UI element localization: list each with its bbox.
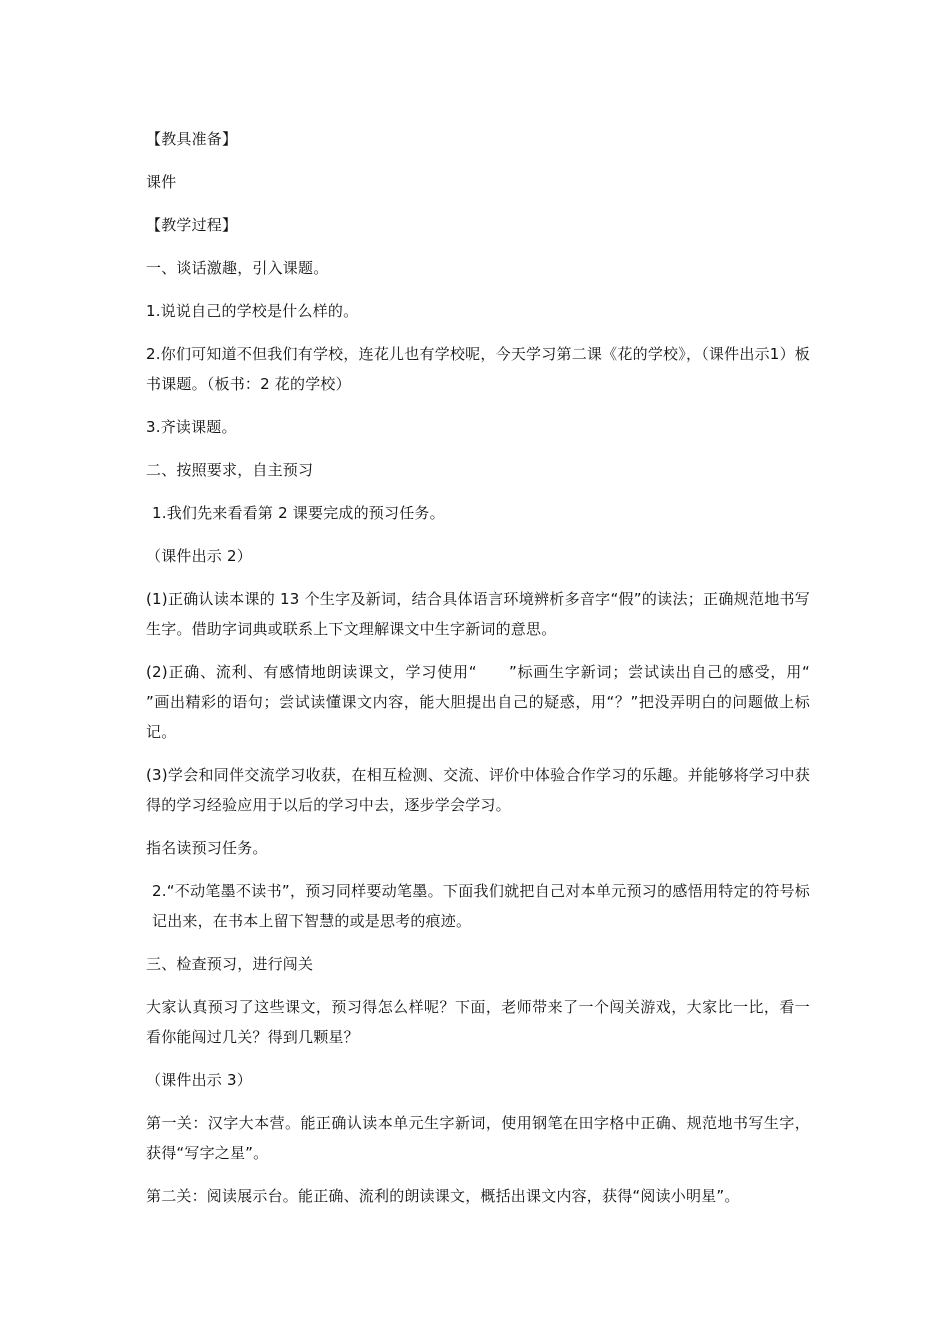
level-2-description: 第二关：阅读展示台。能正确、流利的朗读课文，概括出课文内容，获得“阅读小明星”。: [146, 1187, 740, 1205]
section-heading-process: 【教学过程】: [146, 216, 238, 234]
paragraph: 1.我们先来看看第 2 课要完成的预习任务。: [152, 504, 445, 522]
paragraph: 指名读预习任务。: [146, 839, 268, 857]
document-body: [146, 124, 841, 1224]
task-item-1: (1)正确认读本课的 13 个生字及新词，结合具体语言环境辨析多音字“假”的读法；正确规范地书写生字。借助字词典或联系上下文理解课文中生字新词的意思。: [146, 590, 810, 638]
level-1-description: 第一关：汉字大本营。能正确认读本单元生字新词，使用钢笔在田字格中正确、规范地书写生字，获得“写字之星”。: [146, 1114, 810, 1162]
slide-note: （课件出示 3）: [146, 1071, 252, 1089]
slide-note: （课件出示 2）: [146, 547, 252, 565]
step-heading-3: 三、检查预习，进行闯关: [146, 955, 314, 973]
paragraph: 2.你们可知道不但我们有学校，连花儿也有学校呢，今天学习第二课《花的学校》，（课件出示1）板书课题。（板书：2 花的学校）: [146, 345, 810, 393]
section-heading-materials: 【教具准备】: [146, 130, 238, 148]
task-item-3: (3)学会和同伴交流学习收获，在相互检测、交流、评价中体验合作学习的乐趣。并能够将学习中获得的学习经验应用于以后的学习中去，逐步学会学习。: [146, 766, 810, 814]
paragraph: 3.齐读课题。: [146, 418, 237, 436]
materials-text: 课件: [146, 173, 177, 191]
step-heading-2: 二、按照要求，自主预习: [146, 461, 314, 479]
paragraph: 大家认真预习了这些课文，预习得怎么样呢？下面，老师带来了一个闯关游戏，大家比一比，看一看你能闯过几关？得到几颗星？: [146, 998, 810, 1046]
paragraph: 2.“不动笔墨不读书”，预习同样要动笔墨。下面我们就把自己对本单元预习的感悟用特定的符号标记出来，在书本上留下智慧的或是思考的痕迹。: [152, 882, 810, 930]
step-heading-1: 一、谈话激趣，引入课题。: [146, 259, 329, 277]
task-item-2: (2)正确、流利、有感情地朗读课文，学习使用“ ”标画生字新词；尝试读出自己的感受，用“ ”画出精彩的语句；尝试读懂课文内容，能大胆提出自己的疑惑，用“？”把没弄明白的问题做上标记。: [146, 663, 841, 741]
paragraph: 1.说说自己的学校是什么样的。: [146, 302, 359, 320]
